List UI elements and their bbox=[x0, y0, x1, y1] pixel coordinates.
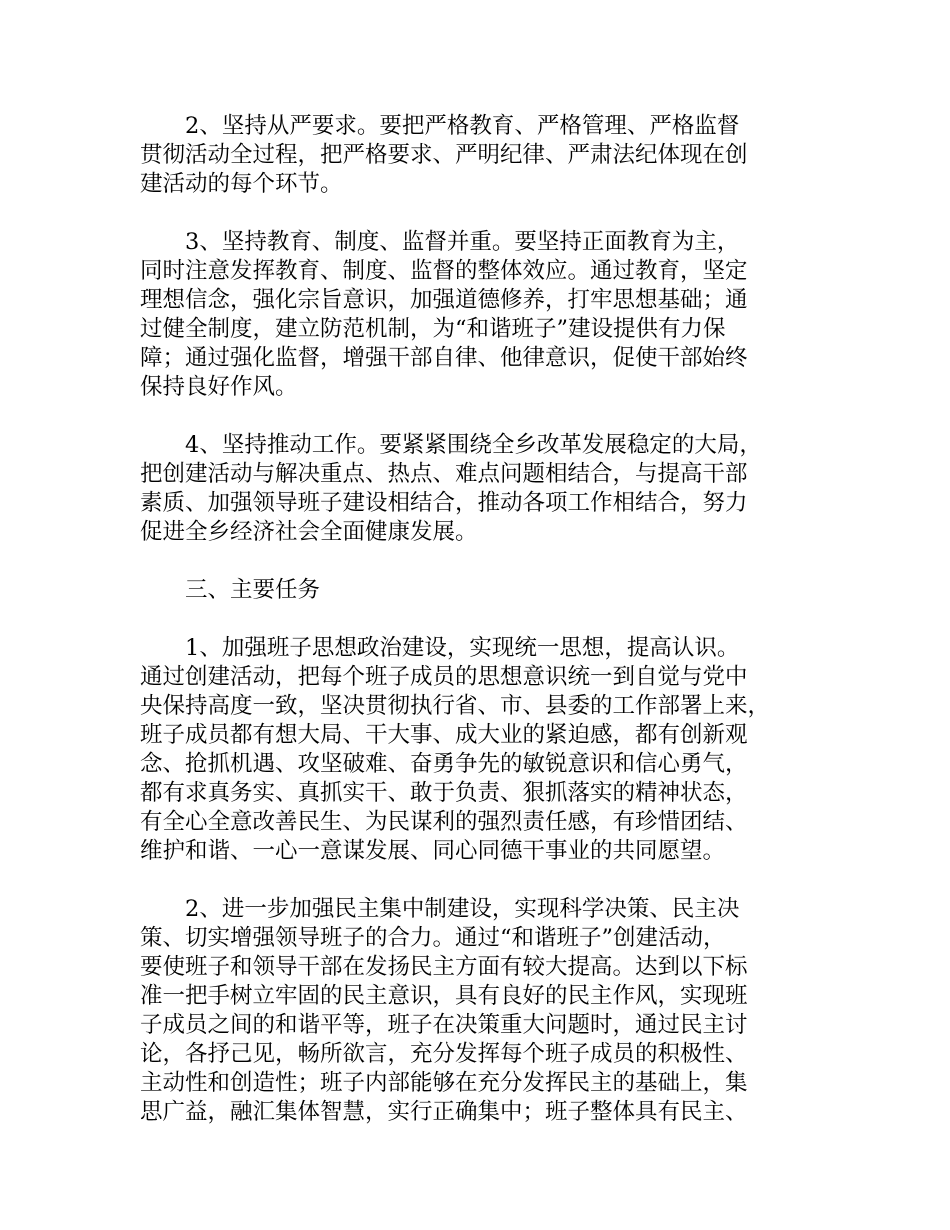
text-line: 素质、加强领导班子建设相结合，推动各项工作相结合，努力 bbox=[140, 490, 748, 516]
text-line: 贯彻活动全过程，把严格要求、严明纪律、严肃法纪体现在创 bbox=[140, 142, 748, 168]
text-line: 要使班子和领导干部在发扬民主方面有较大提高。达到以下标 bbox=[140, 954, 748, 980]
text-line: 保持良好作风。 bbox=[140, 374, 298, 400]
text-line: 障；通过强化监督，增强干部自律、他律意识，促使干部始终 bbox=[140, 345, 748, 371]
text-line: 子成员之间的和谐平等，班子在决策重大问题时，通过民主讨 bbox=[140, 1012, 748, 1038]
section-heading-main-tasks bbox=[140, 576, 815, 605]
text-line: 央保持高度一致，坚决贯彻执行省、市、县委的工作部署上来， bbox=[140, 693, 771, 719]
text-line: 主动性和创造性；班子内部能够在充分发挥民主的基础上，集 bbox=[140, 1070, 748, 1096]
heading-text: 三、主要任务 bbox=[185, 577, 321, 603]
text-line: 1、加强班子思想政治建设，实现统一思想，提高认识。 bbox=[185, 635, 740, 661]
text-line: 班子成员都有想大局、干大事、成大业的紧迫感，都有创新观 bbox=[140, 722, 748, 748]
paragraph-task-1 bbox=[140, 634, 815, 866]
paragraph-principle-2 bbox=[140, 112, 815, 199]
text-line: 2、进一步加强民主集中制建设，实现科学决策、民主决 bbox=[185, 896, 740, 922]
paragraph-principle-4 bbox=[140, 431, 815, 547]
text-line: 促进全乡经济社会全面健康发展。 bbox=[140, 519, 478, 545]
paragraph-principle-3 bbox=[140, 228, 815, 402]
text-line: 论，各抒己见，畅所欲言，充分发挥每个班子成员的积极性、 bbox=[140, 1041, 748, 1067]
text-line: 建活动的每个环节。 bbox=[140, 171, 343, 197]
text-line: 都有求真务实、真抓实干、敢于负责、狠抓落实的精神状态， bbox=[140, 780, 748, 806]
text-line: 3、坚持教育、制度、监督并重。要坚持正面教育为主， bbox=[185, 229, 740, 255]
text-line: 把创建活动与解决重点、热点、难点问题相结合，与提高干部 bbox=[140, 461, 748, 487]
text-line: 念、抢抓机遇、攻坚破难、奋勇争先的敏锐意识和信心勇气， bbox=[140, 751, 748, 777]
text-line: 准一把手树立牢固的民主意识，具有良好的民主作风，实现班 bbox=[140, 983, 748, 1009]
text-line: 理想信念，强化宗旨意识，加强道德修养，打牢思想基础；通 bbox=[140, 287, 748, 313]
paragraph-task-2 bbox=[140, 895, 815, 1127]
text-line: 2、坚持从严要求。要把严格教育、严格管理、严格监督 bbox=[185, 113, 740, 139]
text-line: 通过创建活动，把每个班子成员的思想意识统一到自觉与党中 bbox=[140, 664, 748, 690]
text-line: 思广益，融汇集体智慧，实行正确集中；班子整体具有民主、 bbox=[140, 1099, 748, 1125]
text-line: 策、切实增强领导班子的合力。通过“和谐班子”创建活动， bbox=[140, 925, 726, 951]
text-line: 有全心全意改善民生、为民谋利的强烈责任感，有珍惜团结、 bbox=[140, 809, 748, 835]
text-line: 过健全制度，建立防范机制，为“和谐班子”建设提供有力保 bbox=[140, 316, 726, 342]
document-page bbox=[140, 112, 815, 1156]
text-line: 同时注意发挥教育、制度、监督的整体效应。通过教育，坚定 bbox=[140, 258, 748, 284]
text-line: 4、坚持推动工作。要紧紧围绕全乡改革发展稳定的大局， bbox=[185, 432, 762, 458]
text-line: 维护和谐、一心一意谋发展、同心同德干事业的共同愿望。 bbox=[140, 838, 726, 864]
